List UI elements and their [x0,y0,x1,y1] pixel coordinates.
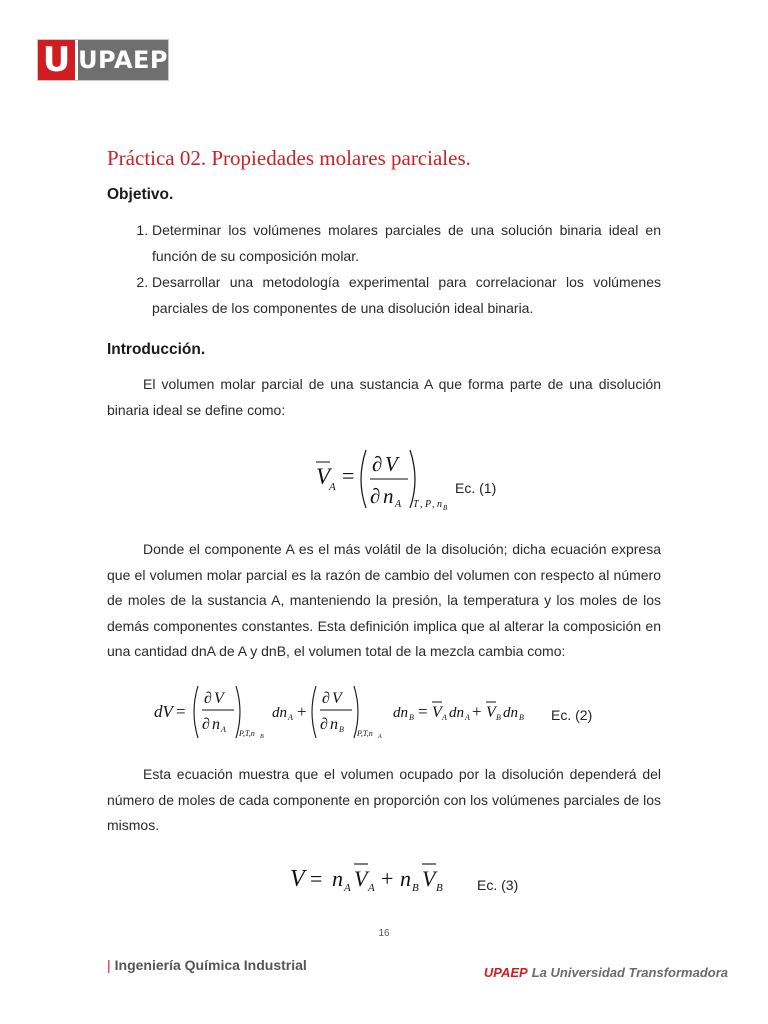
svg-text:,: , [420,499,423,510]
svg-text:V: V [316,464,331,489]
svg-text:B: B [409,713,414,722]
svg-text:A: A [344,882,351,894]
footer-tagline [484,965,728,980]
svg-text:V: V [422,866,436,891]
svg-text:B: B [436,882,443,894]
svg-text:=: = [310,866,323,891]
svg-text:n: n [437,499,442,510]
svg-text:A: A [378,734,382,740]
footer-brand: UPAEP [483,965,528,980]
svg-text:∂: ∂ [320,716,328,733]
equation-3 [288,856,458,902]
intro-paragraph-3: Esta ecuación muestra que el volumen ocupado por la disolución dependerá del número de moles de cada componente en proporción con los volúmenes parciales de los mismos. [107,766,661,833]
svg-text:V: V [332,690,342,707]
svg-text:n: n [332,866,343,891]
svg-text:dn: dn [272,705,287,721]
svg-text:n: n [330,716,338,733]
svg-text:∂: ∂ [202,716,210,733]
svg-text:B: B [339,725,344,734]
svg-text:A: A [221,725,226,734]
introduction-heading: Introducción. [107,341,206,358]
svg-text:A: A [329,481,336,493]
svg-text:B: B [519,713,524,722]
svg-text:P: P [425,499,432,510]
intro-paragraph-1: El volumen molar parcial de una sustancia A que forma parte de una disolución binaria ideal se define como: [107,376,661,418]
svg-text:=: = [342,463,355,488]
svg-text:V: V [214,690,224,707]
footer-tagline-text: La Universidad Transformadora [531,965,728,980]
svg-text:V: V [432,704,442,721]
svg-text:A: A [395,499,402,510]
svg-text:n: n [383,484,394,508]
svg-text:∂: ∂ [204,690,212,707]
objective-item-1: 1. Determinar los volúmenes molares parciales de una solución binaria ideal en función de su composición molar. [152,218,661,269]
svg-text:+: + [381,866,394,891]
logo-letter: U [38,40,78,80]
svg-text:A: A [368,882,375,894]
svg-text:n: n [400,866,411,891]
svg-text:T: T [413,499,419,510]
svg-text:n: n [212,716,220,733]
svg-text:A: A [288,713,293,722]
footer-program-label: Ingeniería Química Industrial [114,957,307,973]
svg-text:=: = [418,702,428,721]
objective-heading: Objetivo. [107,186,174,203]
svg-text:P,T,n: P,T,n [239,729,255,738]
svg-text:P,T,n: P,T,n [357,729,373,738]
svg-text:+: + [297,702,307,721]
svg-text:dn: dn [449,705,464,721]
objective-list [107,218,661,322]
svg-text:=: = [176,702,186,721]
svg-text:B: B [496,713,501,722]
svg-text:A: A [465,713,470,722]
objective-item-2: 2. Desarrollar una metodología experimental para correlacionar los volúmenes parciales de los componentes de una disolución ideal binaria. [152,270,661,321]
svg-text:B: B [412,882,419,894]
svg-text:∂: ∂ [322,690,330,707]
page-number: 16 [378,928,390,939]
equation-2 [150,682,550,744]
svg-text:dn: dn [503,705,518,721]
svg-text:dn: dn [393,705,408,721]
svg-text:dV: dV [154,702,173,721]
svg-text:,: , [432,499,435,510]
page-title: Práctica 02. Propiedades molares parciales. [107,146,471,170]
equation-2-label: Ec. (2) [551,707,593,723]
svg-text:B: B [260,734,264,740]
footer-bar: | [107,957,111,973]
svg-text:∂: ∂ [372,452,383,476]
logo-text: UPAEP [78,40,168,80]
svg-text:V: V [385,452,398,476]
svg-text:V: V [486,704,496,721]
svg-text:V: V [354,866,368,891]
equation-1-label: Ec. (1) [455,480,497,496]
svg-text:∂: ∂ [370,484,381,508]
intro-paragraph-2: Donde el componente A es el más volátil de la disolución; dicha ecuación expresa que el volumen molar parcial es la razón de cambio del volumen con respecto al número de moles de la sustancia A, manteniendo la presión, la temperatura y los moles de los demás componentes constantes. Esta definición implica que al alterar la composición en una cantidad dnA de A y dnB, el volumen total de la mezcla cambia como: [107,541,661,659]
footer-program [107,957,307,973]
svg-text:A: A [442,713,447,722]
upaep-logo [38,40,168,80]
equation-3-label: Ec. (3) [477,877,519,893]
svg-text:V: V [290,866,305,892]
svg-text:+: + [472,702,482,721]
equation-1 [300,442,470,518]
svg-text:B: B [443,504,448,512]
